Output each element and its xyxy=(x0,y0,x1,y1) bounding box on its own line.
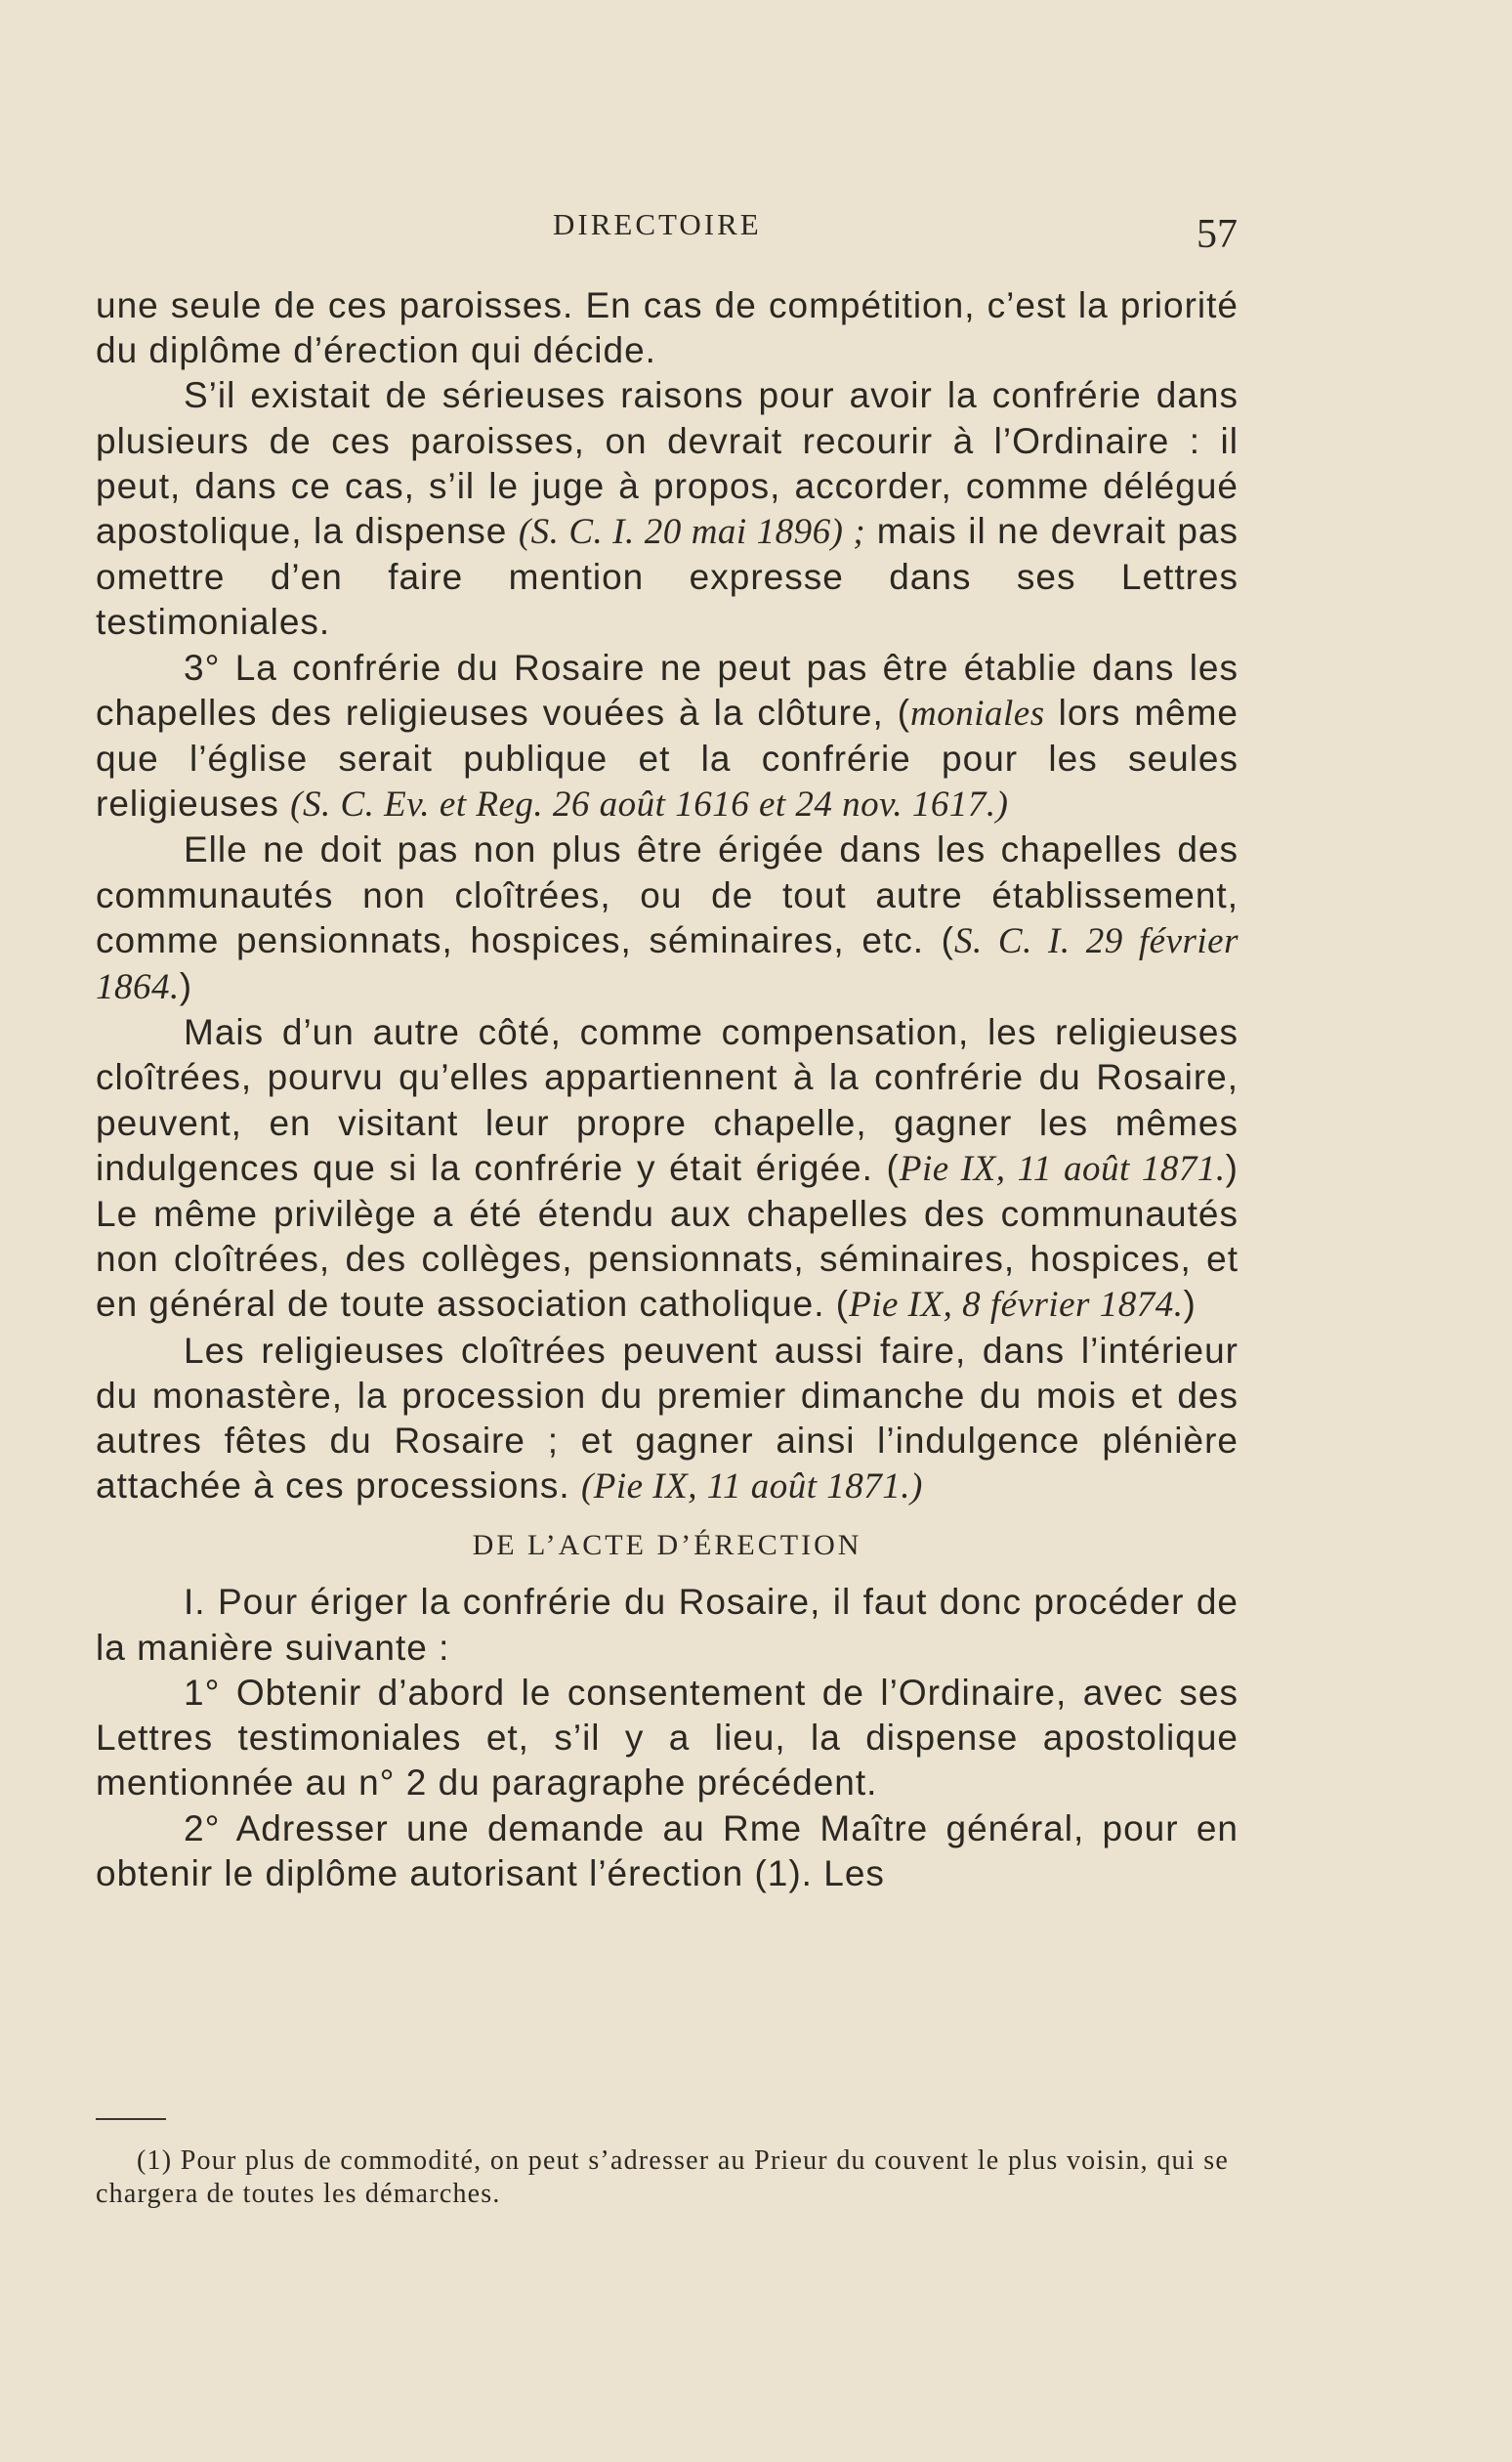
paragraph-2-text-a: S’il existait de sérieuses raisons pour avoir la confrérie dans plusieurs de ces paroisses, on devrait recourir à l’Ordinaire : il peut, dans ce cas, s’il le juge à propos, accorder, comme délégué apostolique, la dispense xyxy=(96,375,1239,552)
paragraph-5-text-b: ) Le même privilège a été étendu aux chapelles des communautés non cloîtrées, des collèges, pensionnats, séminaires, hospices, et en général de toute association catholique. ( xyxy=(96,1147,1239,1325)
italic-term: moniales xyxy=(910,693,1045,734)
main-text xyxy=(96,283,1239,1896)
paragraph-1: une seule de ces paroisses. En cas de compétition, c’est la priorité du diplôme d’érection qui décide. xyxy=(96,285,1239,371)
running-header: DIRECTOIRE xyxy=(553,207,762,241)
paragraph-4-text-a: Elle ne doit pas non plus être érigée dans les chapelles des communautés non cloîtrées, ou de tout autre établissement, comme pensionnats, hospices, séminaires, etc. ( xyxy=(96,829,1239,960)
citation-reference: (Pie IX, 11 août 1871.) xyxy=(580,1466,923,1507)
paragraph-4 xyxy=(96,828,1239,1010)
page-number: 57 xyxy=(1197,212,1238,257)
paragraph-2 xyxy=(96,373,1239,645)
paragraph-6 xyxy=(96,1329,1239,1510)
paragraph-2-text-b: mais il ne devrait pas omettre d’en faire mention expresse dans ses Lettres testimoniales. xyxy=(96,511,1239,643)
paragraph-6-text-a: Les religieuses cloîtrées peuvent aussi faire, dans l’intérieur du monastère, la procession du premier dimanche du mois et des autres fêtes du Rosaire ; et gagner ainsi l’indulgence plénière attachée à ces processions. xyxy=(96,1330,1239,1507)
paragraph-5-text-c: ) xyxy=(1183,1284,1197,1325)
paragraph-7: I. Pour ériger la confrérie du Rosaire, il faut donc procéder de la manière suivante : xyxy=(96,1582,1239,1668)
paragraph-4-text-b: ) xyxy=(179,966,193,1007)
paragraph-8: 1° Obtenir d’abord le consentement de l’Ordinaire, avec ses Lettres testimoniales et, s’il y a lieu, la dispense apostolique mentionnée au n° 2 du paragraphe précédent. xyxy=(96,1672,1239,1804)
footnote: (1) Pour plus de commodité, on peut s’adresser au Prieur du couvent le plus voisin, qui se chargera de toutes les démarches. xyxy=(96,2145,1229,2209)
footnote-divider xyxy=(96,2118,166,2120)
citation-reference: (S. C. Ev. et Reg. 26 août 1616 et 24 nov. 1617.) xyxy=(290,785,1009,826)
section-heading: DE L’ACTE D’ÉRECTION xyxy=(472,1529,862,1562)
citation-reference: S. C. I. 29 février 1864. xyxy=(96,920,1239,1008)
paragraph-3-text-a: 3° La confrérie du Rosaire ne peut pas être établie dans les chapelles des religieuses vouées à la clôture, ( xyxy=(96,647,1239,733)
paragraph-5-text-a: Mais d’un autre côté, comme compensation, les religieuses cloîtrées, pourvu qu’elles appartiennent à la confrérie du Rosaire, peuvent, en visitant leur propre chapelle, gagner les mêmes indulgences que si la confrérie y était érigée. ( xyxy=(96,1012,1239,1188)
paragraph-9: 2° Adresser une demande au Rme Maître général, pour en obtenir le diplôme autorisant l’érection (1). Les xyxy=(96,1807,1239,1893)
citation-reference: (S. C. I. 20 mai 1896) ; xyxy=(518,512,866,553)
paragraph-5 xyxy=(96,1010,1239,1328)
citation-reference: Pie IX, 8 février 1874. xyxy=(849,1285,1184,1326)
paragraph-3 xyxy=(96,646,1239,828)
citation-reference: Pie IX, 11 août 1871. xyxy=(899,1148,1226,1189)
paragraph-3-text-b: lors même que l’église serait publique et la confrérie pour les seules religieuses xyxy=(96,692,1239,825)
